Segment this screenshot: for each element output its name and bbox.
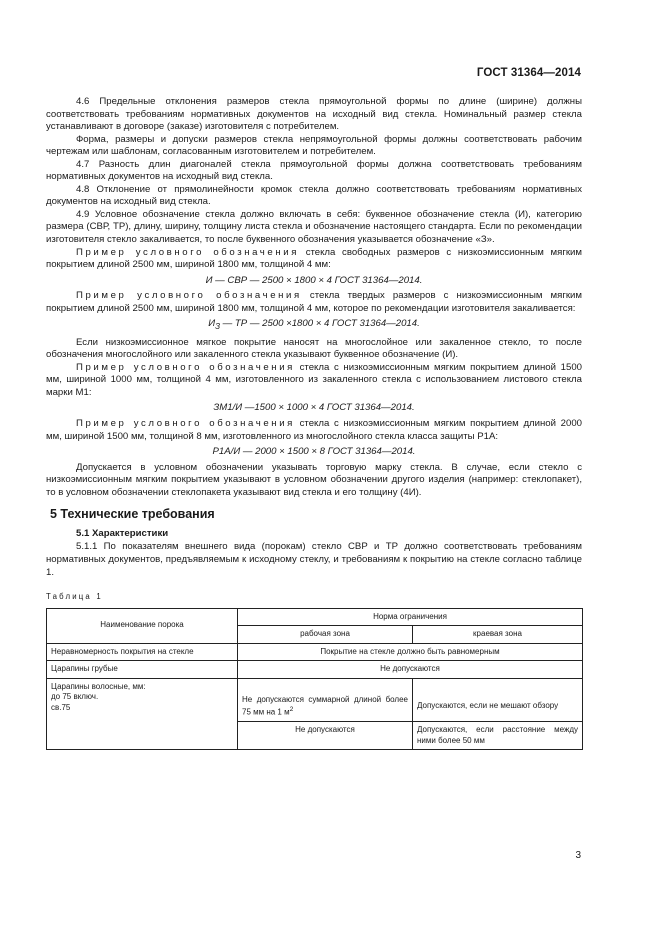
- section-5-heading: 5 Технические требования: [50, 507, 215, 522]
- subsection-5-1-heading: 5.1 Характеристики: [76, 527, 169, 539]
- table-row: [47, 643, 583, 661]
- example-text: стекла с низкоэмиссионным мягким покрытием длиной 1500 мм, шириной 1000 мм, толщиной 4 мм, изготовленного из закаленного стекла с использованием листового стекла марки М1:: [46, 361, 582, 398]
- defect-name: Неравномерность покрытия на стекле: [47, 643, 238, 661]
- page-number: 3: [575, 850, 581, 861]
- example-label: Пример условного обозначения: [76, 418, 295, 430]
- formula-2-rest: — ТР — 2500 ×1800 × 4 ГОСТ 31364—2014.: [220, 318, 420, 330]
- example-4: [46, 418, 582, 443]
- paragraph-4-9: 4.9 Условное обозначение стекла должно включать в себя: буквенное обозначение стекла (И), категорию размера (СВР, ТР), длину, ширину, толщину листа стекла и обозначение настоящего стандарта. Если по рекомендации изготовителя стекло закаливается, то после буквенного обозначения указывается обозначение «З».: [46, 208, 582, 246]
- formula-1: И — СВР — 2500 × 1800 × 4 ГОСТ 31364—2014.: [205, 274, 423, 286]
- paragraph-4-8: 4.8 Отклонение от прямолинейности кромок стекла должно соответствовать требованиям нормативных документов на исходный вид стекла.: [46, 183, 582, 208]
- example-3: [46, 362, 582, 400]
- work-zone-text: Не допускаются суммарной длиной более 75 мм на 1 м: [242, 694, 408, 717]
- work-zone-value: [238, 678, 413, 722]
- table-header-row: [47, 608, 583, 626]
- paragraph-4-6-shape: Форма, размеры и допуски размеров стекла непрямоугольной формы должны соответствовать рабочим чертежам или шаблонам, согласованным изготовителем и потребителем.: [46, 133, 582, 158]
- table-row: [47, 678, 583, 722]
- example-text: стекла с низкоэмиссионным мягким покрытием длиной 2000 мм, шириной 1500 мм, толщиной 8 мм, изготовленного из многослойного стекла класса защиты Р1А:: [46, 418, 582, 442]
- edge-zone-value: Допускаются, если не мешают обзору: [413, 678, 583, 722]
- example-label: Пример условного обозначения: [76, 290, 302, 302]
- header-work-zone: рабочая зона: [238, 626, 413, 644]
- example-text: стекла твердых размеров с низкоэмиссионным мягким покрытием длиной 2500 мм, шириной 1800 мм, толщиной 4 мм, которое по рекомендации изготовителя закаливается:: [46, 290, 582, 314]
- formula-3: ЗМ1/И —1500 × 1000 × 4 ГОСТ 31364—2014.: [213, 402, 415, 414]
- defect-name: [47, 678, 238, 750]
- formula-2-subscript: З: [215, 322, 220, 332]
- norm-value: Покрытие на стекле должно быть равномерным: [238, 643, 583, 661]
- paragraph-multilayer: Если низкоэмиссионное мягкое покрытие наносят на многослойное или закаленное стекло, то после обозначения многослойного или закаленного стекла указывают буквенное обозначение (И).: [46, 336, 582, 361]
- example-text: стекла свободных размеров с низкоэмиссионным мягким покрытием длиной 2500 мм, шириной 1800 мм, толщиной 4 мм:: [46, 246, 582, 271]
- header-defect-name: Наименование порока: [47, 608, 238, 643]
- norm-value: Не допускаются: [238, 661, 583, 679]
- header-norm: Норма ограничения: [238, 608, 583, 626]
- example-label: Пример условного обозначения: [76, 361, 295, 373]
- table-caption: Таблица 1: [46, 592, 103, 602]
- table-row: [47, 661, 583, 679]
- formula-4: Р1А/И — 2000 × 1500 × 8 ГОСТ 31364—2014.: [212, 446, 416, 458]
- defect-name: Царапины грубые: [47, 661, 238, 679]
- work-zone-value: Не допускаются: [238, 722, 413, 750]
- defects-table: [46, 608, 583, 751]
- superscript: 2: [289, 706, 294, 714]
- paragraph-4-6: 4.6 Предельные отклонения размеров стекла прямоугольной формы по длине (ширине) должны соответствовать требованиям нормативных документов на исходный вид стекла. Номинальный размер стекла устанавливают в договоре (заказе) изготовителя с потребителем.: [46, 96, 582, 133]
- standard-id-header: ГОСТ 31364—2014: [476, 67, 581, 79]
- defect-name-line: св.75: [51, 702, 71, 712]
- example-2: [46, 290, 582, 315]
- example-label: Пример условного обозначения: [76, 246, 299, 258]
- header-edge-zone: краевая зона: [413, 626, 583, 644]
- formula-2-letter: И: [208, 318, 216, 330]
- edge-zone-value: Допускаются, если расстояние между ними более 50 мм: [413, 722, 583, 750]
- paragraph-4-7: 4.7 Разность длин диагоналей стекла прямоугольной формы должна соответствовать требованиям нормативных документов на исходный вид стекла.: [46, 158, 582, 183]
- example-1: [46, 247, 582, 272]
- formula-2: [46, 318, 582, 333]
- paragraph-5-1-1: 5.1.1 По показателям внешнего вида (порокам) стекло СВР и ТР должно соответствовать требованиям нормативных документов, предъявляемым к исходному стеклу, и требованиям к покрытию на стекле согласно таблице 1.: [46, 541, 582, 578]
- defect-name-line: Царапины волосные, мм:: [51, 681, 146, 691]
- defect-name-line: до 75 включ.: [51, 692, 99, 702]
- paragraph-trademark: Допускается в условном обозначении указывать торговую марку стекла. В случае, если стекло с низкоэмиссионным мягким покрытием указывают в условном обозначении другого изделия (например: стеклопакет), то в условном обозначении стеклопакета указывают вид стекла и его толщину (4И).: [46, 461, 582, 498]
- document-body: [46, 96, 582, 750]
